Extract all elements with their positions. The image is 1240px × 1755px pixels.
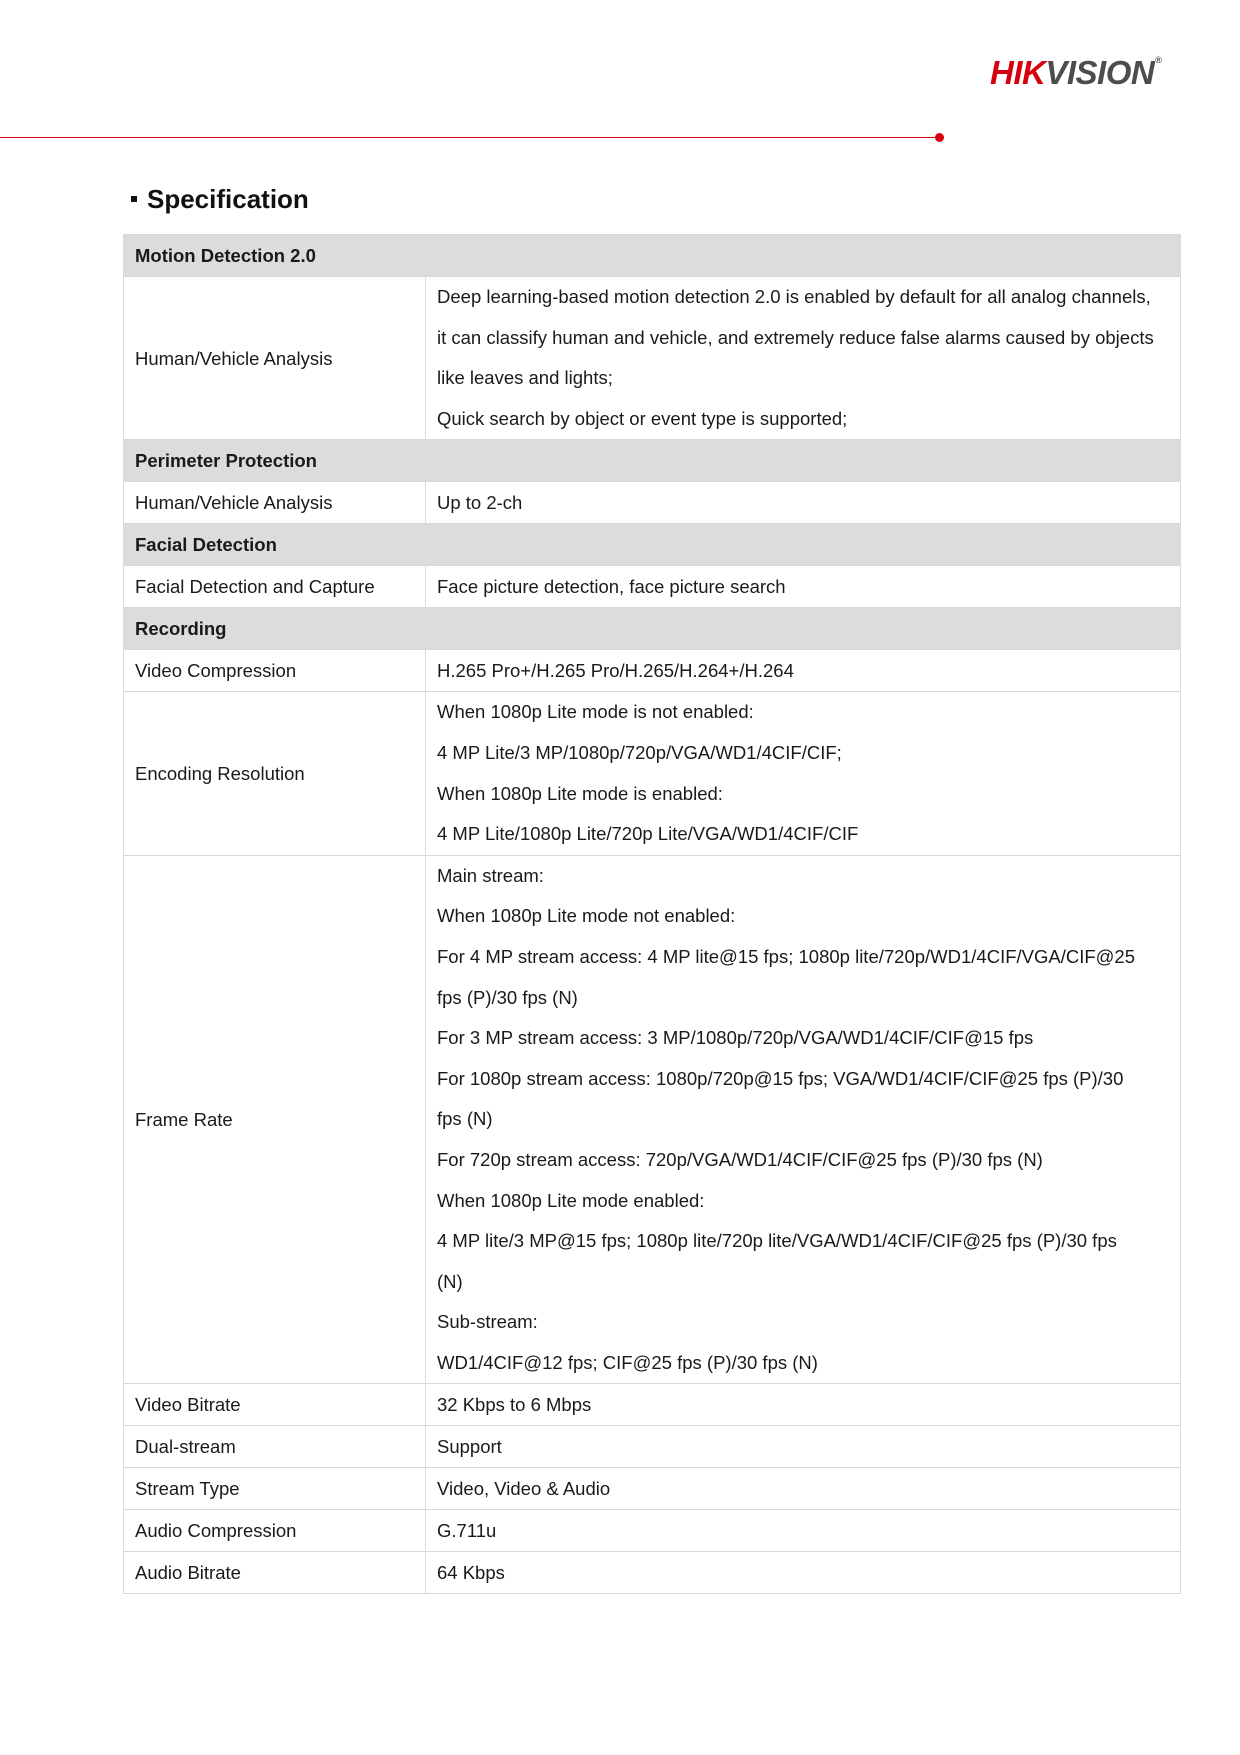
group-title: Perimeter Protection — [124, 440, 1181, 482]
spec-value — [426, 1552, 1181, 1594]
spec-value-line: 64 Kbps — [437, 1561, 505, 1583]
spec-label: Frame Rate — [124, 855, 426, 1384]
spec-value-line: Main stream: — [437, 864, 544, 886]
spec-value-line: For 720p stream access: 720p/VGA/WD1/4CIF/CIF@25 fps (P)/30 fps (N) — [437, 1148, 1043, 1170]
spec-value-line: G.711u — [437, 1519, 497, 1541]
spec-value — [426, 692, 1181, 855]
spec-label: Human/Vehicle Analysis — [124, 482, 426, 524]
header-divider — [0, 137, 935, 138]
logo-vision-text: VISION — [1045, 54, 1155, 91]
spec-value-line: WD1/4CIF@12 fps; CIF@25 fps (P)/30 fps (N) — [437, 1351, 818, 1373]
spec-value-line: Face picture detection, face picture search — [437, 575, 786, 597]
spec-value-line: 32 Kbps to 6 Mbps — [437, 1393, 592, 1415]
spec-label: Encoding Resolution — [124, 692, 426, 855]
spec-label: Audio Bitrate — [124, 1552, 426, 1594]
hikvision-logo — [990, 56, 1161, 89]
spec-row — [124, 482, 1181, 524]
spec-value-line: 4 MP Lite/1080p Lite/720p Lite/VGA/WD1/4CIF/CIF — [437, 823, 859, 845]
spec-label: Dual-stream — [124, 1426, 426, 1468]
spec-row — [124, 566, 1181, 608]
spec-row — [124, 1426, 1181, 1468]
logo-registered-mark: ® — [1155, 55, 1162, 65]
spec-value-line: (N) — [437, 1270, 463, 1292]
group-title: Recording — [124, 608, 1181, 650]
specification-table — [123, 234, 1181, 1594]
spec-row — [124, 277, 1181, 440]
spec-value-line: fps (N) — [437, 1108, 493, 1130]
group-header-row — [124, 608, 1181, 650]
group-header-row — [124, 524, 1181, 566]
spec-value-line: Deep learning-based motion detection 2.0 is enabled by default for all analog channels, — [437, 286, 1151, 307]
group-header-row — [124, 440, 1181, 482]
spec-row — [124, 855, 1181, 1384]
section-title — [131, 186, 309, 212]
spec-value-line: 4 MP lite/3 MP@15 fps; 1080p lite/720p lite/VGA/WD1/4CIF/CIF@25 fps (P)/30 fps — [437, 1230, 1117, 1252]
spec-value-line: When 1080p Lite mode is not enabled: — [437, 701, 754, 723]
spec-label: Audio Compression — [124, 1510, 426, 1552]
group-title: Motion Detection 2.0 — [124, 235, 1181, 277]
spec-value — [426, 1426, 1181, 1468]
spec-value — [426, 1510, 1181, 1552]
spec-label: Human/Vehicle Analysis — [124, 277, 426, 440]
spec-value-line: For 4 MP stream access: 4 MP lite@15 fps; 1080p lite/720p/WD1/4CIF/VGA/CIF@25 — [437, 945, 1136, 967]
spec-value-line: For 1080p stream access: 1080p/720p@15 fps; VGA/WD1/4CIF/CIF@25 fps (P)/30 — [437, 1067, 1124, 1089]
spec-value-line: Video, Video & Audio — [437, 1477, 611, 1499]
spec-value-line: When 1080p Lite mode not enabled: — [437, 905, 736, 927]
header-divider-dot — [935, 133, 944, 142]
spec-value-line: fps (P)/30 fps (N) — [437, 986, 578, 1008]
section-title-text: Specification — [147, 184, 309, 214]
spec-value-line: When 1080p Lite mode is enabled: — [437, 782, 723, 804]
spec-value — [426, 1468, 1181, 1510]
logo-hik-text: HIK — [990, 54, 1046, 91]
specification-table-body — [124, 235, 1181, 1594]
spec-label: Video Bitrate — [124, 1384, 426, 1426]
spec-row — [124, 650, 1181, 692]
spec-label: Stream Type — [124, 1468, 426, 1510]
spec-value-line: When 1080p Lite mode enabled: — [437, 1189, 705, 1211]
spec-value-line: Support — [437, 1435, 502, 1457]
spec-value-line: H.265 Pro+/H.265 Pro/H.265/H.264+/H.264 — [437, 659, 794, 681]
spec-value — [426, 650, 1181, 692]
spec-value-line: Up to 2-ch — [437, 491, 523, 513]
spec-value — [426, 1384, 1181, 1426]
spec-row — [124, 1468, 1181, 1510]
spec-value-line: like leaves and lights; — [437, 367, 613, 389]
spec-value — [426, 277, 1181, 440]
spec-value-line: Sub-stream: — [437, 1311, 538, 1333]
group-title: Facial Detection — [124, 524, 1181, 566]
spec-value-line: 4 MP Lite/3 MP/1080p/720p/VGA/WD1/4CIF/CIF; — [437, 741, 842, 763]
spec-row — [124, 1384, 1181, 1426]
section-bullet-icon — [131, 196, 137, 202]
spec-value-line: Quick search by object or event type is supported; — [437, 407, 848, 429]
spec-value — [426, 482, 1181, 524]
spec-label: Video Compression — [124, 650, 426, 692]
spec-value-line: it can classify human and vehicle, and extremely reduce false alarms caused by objects — [437, 326, 1154, 348]
spec-row — [124, 692, 1181, 855]
spec-label: Facial Detection and Capture — [124, 566, 426, 608]
spec-value — [426, 855, 1181, 1384]
spec-value-line: For 3 MP stream access: 3 MP/1080p/720p/VGA/WD1/4CIF/CIF@15 fps — [437, 1027, 1034, 1049]
group-header-row — [124, 235, 1181, 277]
spec-row — [124, 1552, 1181, 1594]
spec-row — [124, 1510, 1181, 1552]
spec-value — [426, 566, 1181, 608]
